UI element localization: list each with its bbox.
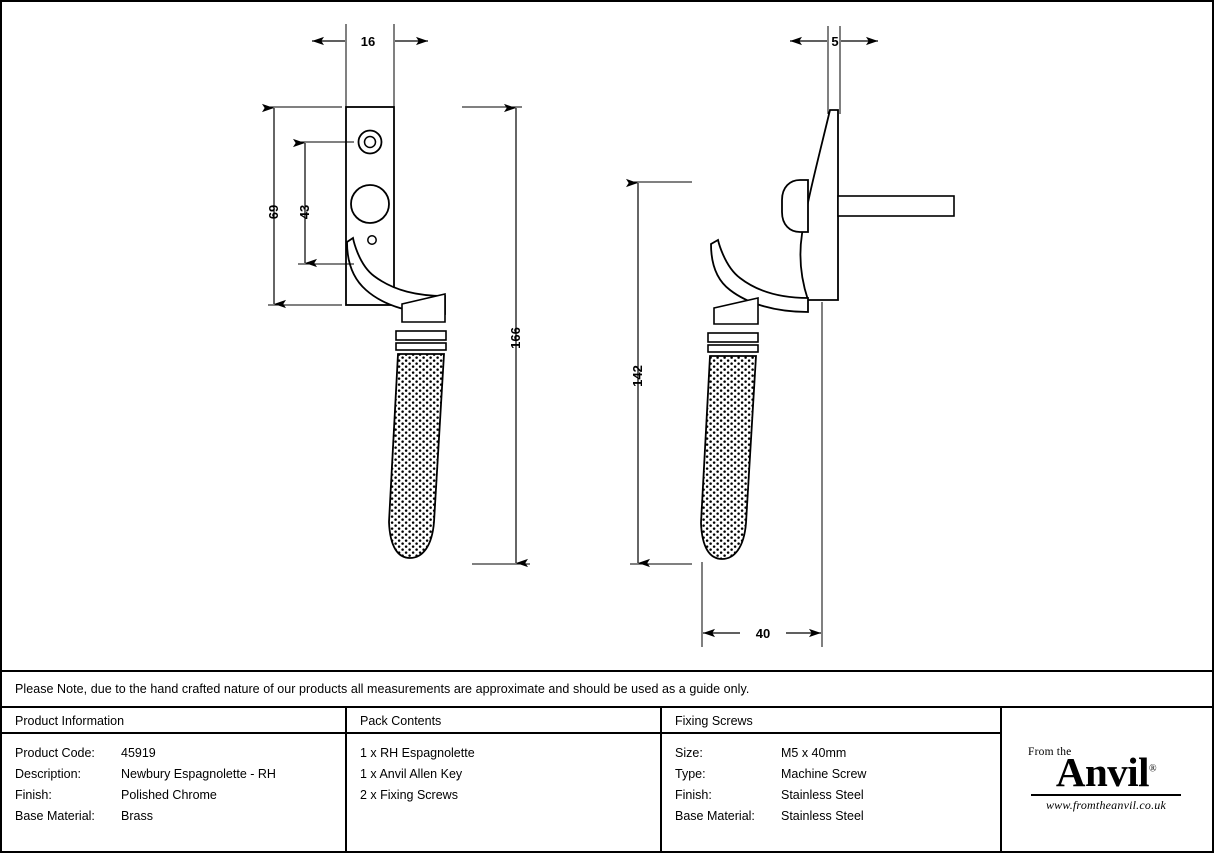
logo-wordmark bbox=[1055, 749, 1157, 795]
product-information-column bbox=[2, 708, 347, 851]
base-material-label: Base Material: bbox=[15, 809, 95, 823]
logo-top-text: From the bbox=[1028, 746, 1072, 758]
list-item: 1 x Anvil Allen Key bbox=[360, 767, 463, 781]
screw-size-value: M5 x 40mm bbox=[781, 746, 847, 760]
product-code-value: 45919 bbox=[121, 746, 156, 760]
brand-logo bbox=[1002, 708, 1210, 851]
list-item: 1 x RH Espagnolette bbox=[360, 746, 475, 760]
dim-label-fixing-centres: 43 bbox=[297, 204, 312, 220]
dim-label-backplate-height: 69 bbox=[266, 204, 281, 220]
fixing-screws-body bbox=[662, 734, 1000, 827]
specification-table bbox=[2, 706, 1212, 851]
table-row bbox=[675, 806, 1000, 827]
dim-label-handle-height: 142 bbox=[630, 365, 645, 387]
screw-finish-label: Finish: bbox=[675, 788, 712, 802]
fixing-screws-column bbox=[662, 708, 1002, 851]
screw-type-value: Machine Screw bbox=[781, 767, 867, 781]
description-value: Newbury Espagnolette - RH bbox=[121, 767, 276, 781]
base-material-value: Brass bbox=[121, 809, 153, 823]
pack-contents-body bbox=[347, 734, 660, 806]
measurement-note-text: Please Note, due to the hand crafted nature of our products all measurements are approximate and should be used as a guide only. bbox=[15, 682, 750, 696]
dim-label-backplate-width: 16 bbox=[360, 34, 376, 49]
measurement-note bbox=[2, 670, 1212, 706]
pack-contents-heading: Pack Contents bbox=[347, 708, 660, 734]
brand-logo-column bbox=[1002, 708, 1210, 851]
logo-website: www.fromtheanvil.co.uk bbox=[1045, 798, 1167, 812]
description-label: Description: bbox=[15, 767, 81, 781]
finish-label: Finish: bbox=[15, 788, 52, 802]
screw-size-label: Size: bbox=[675, 746, 703, 760]
dim-label-overall-height: 166 bbox=[508, 327, 523, 349]
dim-label-spindle-length: 5 bbox=[831, 34, 839, 49]
screw-base-material-label: Base Material: bbox=[675, 809, 755, 823]
finish-value: Polished Chrome bbox=[121, 788, 217, 802]
screw-finish-value: Stainless Steel bbox=[781, 788, 864, 802]
dim-label-projection: 40 bbox=[755, 626, 771, 641]
table-row bbox=[15, 764, 345, 785]
pack-contents-column bbox=[347, 708, 662, 851]
table-row bbox=[15, 785, 345, 806]
screw-type-label: Type: bbox=[675, 767, 706, 781]
screw-base-material-value: Stainless Steel bbox=[781, 809, 864, 823]
table-row bbox=[675, 743, 1000, 764]
table-row bbox=[675, 764, 1000, 785]
list-item: 2 x Fixing Screws bbox=[360, 788, 458, 802]
table-row bbox=[675, 785, 1000, 806]
fixing-screws-heading: Fixing Screws bbox=[662, 708, 1000, 734]
product-information-body bbox=[2, 734, 345, 827]
logo-registered-mark: ® bbox=[1149, 763, 1157, 775]
table-row bbox=[15, 806, 345, 827]
product-code-label: Product Code: bbox=[15, 746, 95, 760]
logo-wordmark-text: Anvil bbox=[1055, 749, 1150, 795]
product-drawing bbox=[2, 2, 1212, 670]
product-information-heading: Product Information bbox=[2, 708, 345, 734]
table-row bbox=[15, 743, 345, 764]
